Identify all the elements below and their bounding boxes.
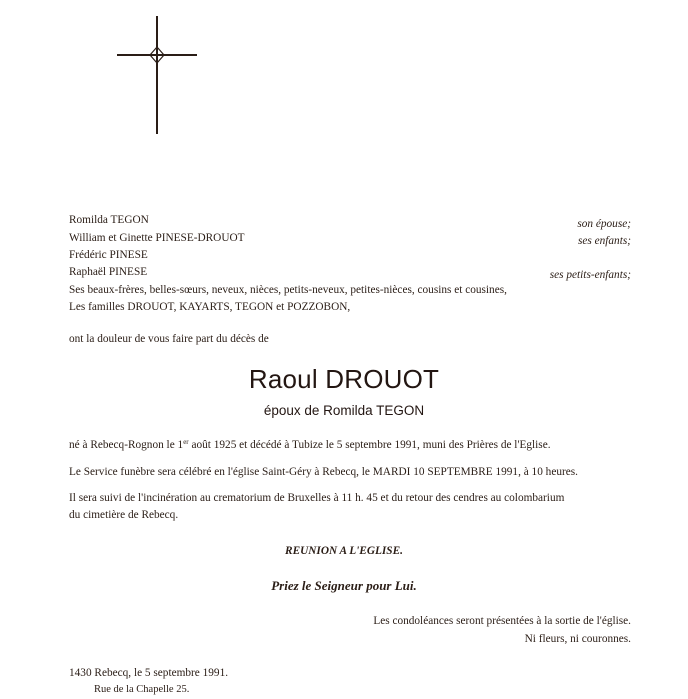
family-name-4: Raphaël PINESE bbox=[69, 266, 148, 278]
condolences-line: Les condoléances seront présentées à la sortie de l'église. bbox=[373, 615, 631, 627]
deceased-name: Raoul DROUOT bbox=[248, 364, 440, 394]
announcement: ont la douleur de vous faire part du décès de bbox=[69, 333, 269, 345]
address: Rue de la Chapelle 25. bbox=[94, 684, 190, 695]
family-name-5: Ses beaux-frères, belles-sœurs, neveux, nièces, petits-neveux, petites-nièces, cousins et cousines, bbox=[69, 284, 507, 296]
family-relation-4: ses petits-enfants; bbox=[549, 269, 631, 281]
service-line: Le Service funèbre sera célébré en l'église Saint-Géry à Rebecq, le MARDI 10 SEPTEMBRE 1991, à 10 heures. bbox=[69, 466, 578, 478]
family-name-2: William et Ginette PINESE-DROUOT bbox=[69, 232, 245, 244]
family-relation-1: son épouse; bbox=[577, 218, 631, 230]
no-flowers-line: Ni fleurs, ni couronnes. bbox=[524, 633, 631, 645]
birth-line: né à Rebecq-Rognon le 1er août 1925 et décédé à Tubize le 5 septembre 1991, muni des Prières de l'Eglise. bbox=[69, 438, 551, 451]
cross-icon bbox=[117, 16, 197, 134]
place-date: 1430 Rebecq, le 5 septembre 1991. bbox=[69, 667, 229, 679]
family-name-3: Frédéric PINESE bbox=[69, 249, 148, 261]
cremation-line-1: Il sera suivi de l'incinération au crematorium de Bruxelles à 11 h. 45 et du retour des cendres au colombarium bbox=[69, 492, 565, 504]
reunion-notice: REUNION A L'EGLISE. bbox=[285, 545, 403, 557]
family-name-1: Romilda TEGON bbox=[69, 214, 149, 226]
prayer-line: Priez le Seigneur pour Lui. bbox=[271, 578, 417, 593]
family-name-6: Les familles DROUOT, KAYARTS, TEGON et POZZOBON, bbox=[69, 301, 351, 313]
cremation-line-2: du cimetière de Rebecq. bbox=[69, 509, 179, 521]
family-relation-2: ses enfants; bbox=[577, 235, 631, 247]
spouse-line: époux de Romilda TEGON bbox=[263, 403, 425, 418]
